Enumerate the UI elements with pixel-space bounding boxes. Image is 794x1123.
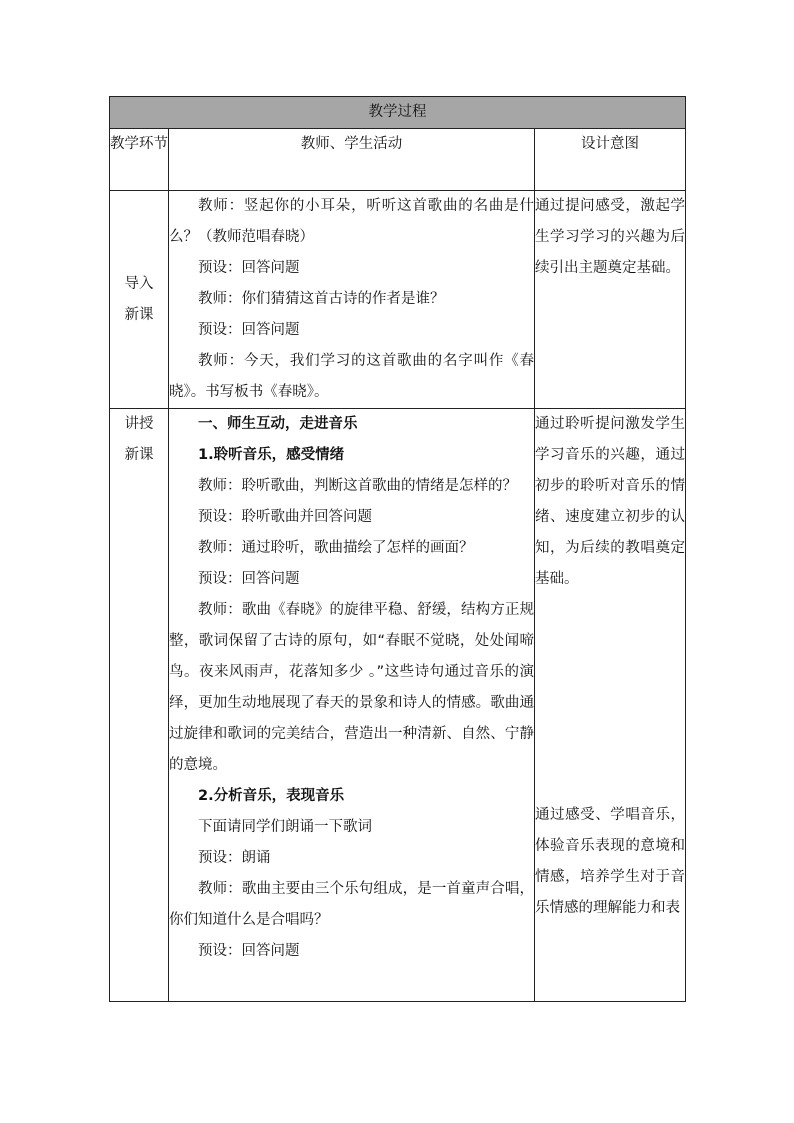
activity-paragraph: 教师：歌曲主要由三个乐句组成，是一首童声合唱，你们知道什么是合唱吗？ [169, 881, 534, 928]
activity-paragraph: 教师：通过聆听，歌曲描绘了怎样的画面？ [198, 540, 474, 556]
activity-paragraph: 预设：回答问题 [198, 571, 300, 587]
design-text: 通过聆听提问激发学生学习音乐的兴趣，通过初步的聆听对音乐的情绪、速度建立初步的认知，为后续的教唱奠定基础。 [535, 416, 686, 587]
activity-paragraph: 预设：回答问题 [198, 260, 300, 276]
activity-paragraph: 预设：回答问题 [198, 322, 300, 338]
design-text: 通过提问感受，激起学生学习学习的兴趣为后续引出主题奠定基础。 [535, 198, 686, 276]
stage-label-teach: 讲授新课 [124, 416, 154, 463]
activity-paragraph: 预设：回答问题 [198, 943, 300, 959]
stage-label-intro: 导入新课 [124, 276, 154, 323]
activities-intro [169, 191, 535, 409]
subsection-heading: 2.分析音乐，表现音乐 [198, 788, 345, 804]
design-intent-intro [535, 191, 686, 409]
table-row-teach [110, 409, 686, 1002]
design-text: 通过感受、学唱音乐，体验音乐表现的意境和情感，培养学生对于音乐情感的理解能力和表 [535, 807, 686, 916]
activity-paragraph: 预设：朗诵 [198, 850, 271, 866]
activity-paragraph: 教师：歌曲《春晓》的旋律平稳、舒缓，结构方正规整，歌词保留了古诗的原句，如“春眠不觉晓，处处闻啼鸟。夜来风雨声，花落知多少 。”这些诗句通过音乐的演绎，更加生动地展现了春天的景象和诗人的情感。歌曲通过旋律和歌词的完美结合，营造出一种清新、自然、宁静的意境。 [169, 602, 534, 773]
design-intent-teach [535, 409, 686, 1002]
activities-teach [169, 409, 535, 1002]
lesson-process-table [109, 96, 686, 1002]
subsection-heading: 1.聆听音乐，感受情绪 [198, 447, 345, 463]
activity-paragraph: 下面请同学们朗诵一下歌词 [198, 819, 372, 835]
section-heading: 一、师生互动，走进音乐 [198, 416, 358, 432]
activity-paragraph: 教师：你们猜猜这首古诗的作者是谁？ [198, 291, 445, 307]
table-row-intro [110, 191, 686, 409]
activity-paragraph: 教师：竖起你的小耳朵，听听这首歌曲的名曲是什么？（教师范唱春晓） [169, 198, 534, 245]
header-design-intent: 设计意图 [535, 129, 686, 191]
header-teaching-stage: 教学环节 [110, 129, 169, 191]
activity-paragraph: 教师：今天，我们学习的这首歌曲的名字叫作《春晓》。书写板书《春晓》。 [169, 353, 534, 400]
activity-paragraph: 预设：聆听歌曲并回答问题 [198, 509, 372, 525]
header-activities: 教师、学生活动 [169, 129, 535, 191]
activity-paragraph: 教师：聆听歌曲，判断这首歌曲的情绪是怎样的？ [198, 478, 517, 494]
table-title: 教学过程 [110, 97, 686, 129]
